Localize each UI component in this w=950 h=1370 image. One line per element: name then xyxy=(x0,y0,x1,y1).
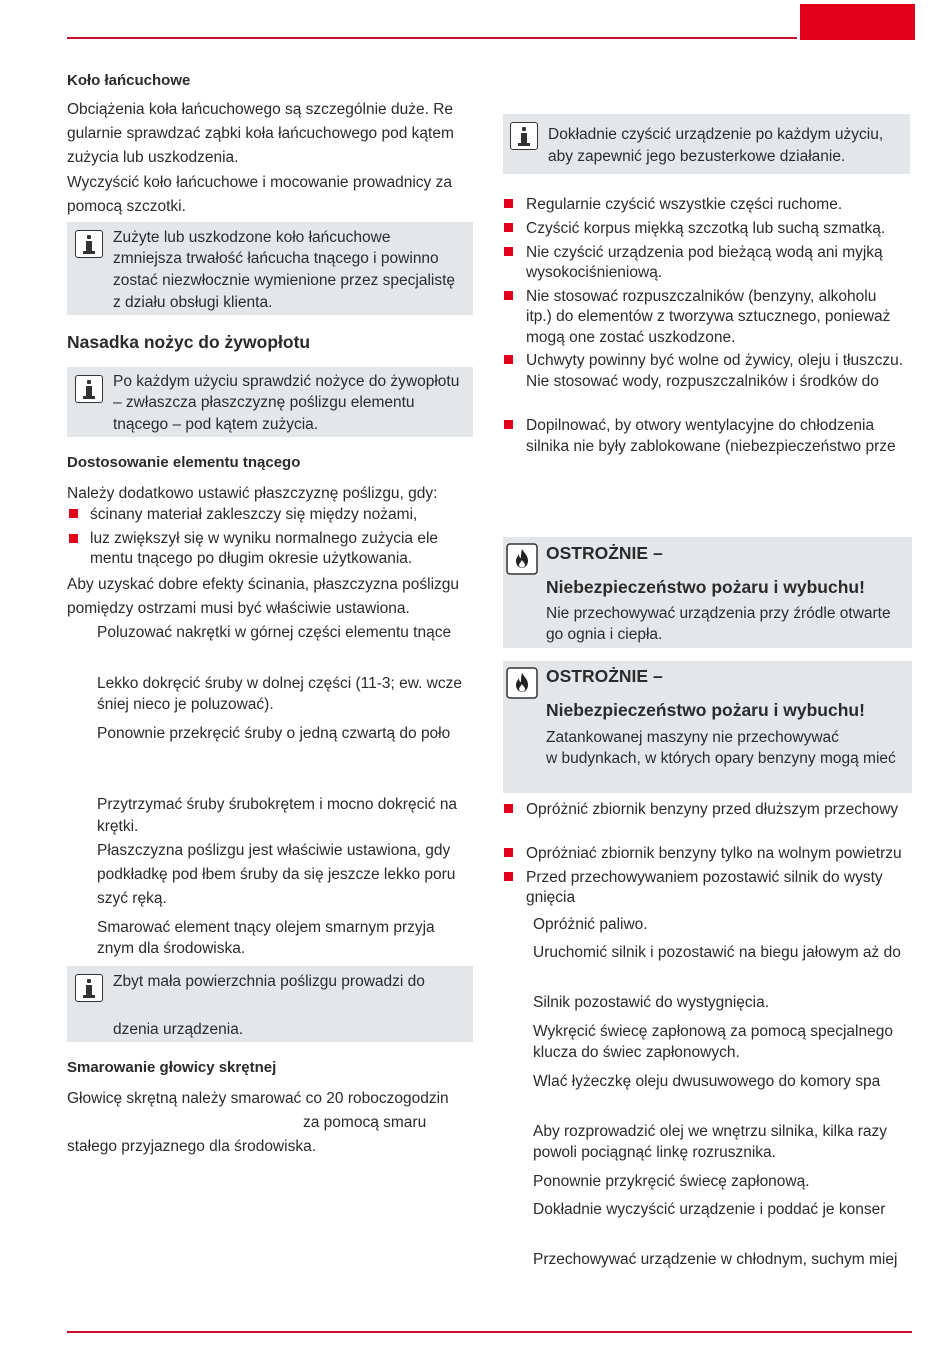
list-item: Opróżniać zbiornik benzyny tylko na wolnym powietrzu xyxy=(526,845,902,862)
list-item: itp.) do elementów z tworzywa sztucznego, ponieważ xyxy=(526,308,891,325)
step-line: Poluzować nakrętki w górnej części elementu tnące xyxy=(97,624,452,641)
list-item: Przed przechowywaniem pozostawić silnik do wysty xyxy=(526,869,883,886)
bullet-marker xyxy=(504,223,513,232)
list-item: silnika nie były zablokowane (niebezpieczeństwo prze xyxy=(526,438,896,455)
step-line: śniej nieco je poluzować). xyxy=(97,696,274,713)
note-line: aby zapewnić jego bezusterkowe działanie. xyxy=(548,148,846,165)
bullet-marker xyxy=(504,872,513,881)
step-line: szyć ręką. xyxy=(97,890,167,907)
list-item: mogą one zostać uszkodzone. xyxy=(526,329,736,346)
paragraph-line: stałego przyjaznego dla środowiska. xyxy=(67,1138,316,1155)
step-line: Ponownie przykręcić świecę zapłonową. xyxy=(533,1173,810,1190)
paragraph-line: Aby uzyskać dobre efekty ścinania, płaszczyzna poślizgu xyxy=(67,576,460,593)
header-rule xyxy=(67,37,797,39)
step-line: podkładkę pod łbem śruby da się jeszcze lekko poru xyxy=(97,866,456,883)
step-line: Smarować element tnący olejem smarnym przyja xyxy=(97,919,435,936)
fire-hazard-icon xyxy=(506,667,538,699)
step-line: Dokładnie wyczyścić urządzenie i poddać je konser xyxy=(533,1201,886,1218)
step-line: Przytrzymać śruby śrubokrętem i mocno dokręcić na xyxy=(97,796,458,813)
step-line: powoli pociągnąć linkę rozrusznika. xyxy=(533,1144,776,1161)
header-tab xyxy=(800,4,915,40)
bullet-marker xyxy=(69,534,78,543)
list-item: Nie czyścić urządzenia pod bieżącą wodą ani myjką xyxy=(526,244,883,261)
note-line: dzenia urządzenia. xyxy=(113,1021,244,1038)
warning-subtitle: Niebezpieczeństwo pożaru i wybuchu! xyxy=(546,700,865,720)
info-icon xyxy=(510,122,538,150)
note-line: tnącego – pod kątem zużycia. xyxy=(113,416,319,433)
bullet-marker xyxy=(504,804,513,813)
note-line: – zwłaszcza płaszczyznę poślizgu elementu xyxy=(113,394,415,411)
step-line: Ponownie przekręcić śruby o jedną czwartą do poło xyxy=(97,725,451,742)
step-line: Wykręcić świecę zapłonową za pomocą specjalnego xyxy=(533,1023,893,1040)
step-line: Wlać łyżeczkę oleju dwusuwowego do komory spa xyxy=(533,1073,881,1090)
bullet-marker xyxy=(504,355,513,364)
note-line: Po każdym użyciu sprawdzić nożyce do żywopłotu xyxy=(113,373,460,390)
paragraph-line: Należy dodatkowo ustawić płaszczyznę poślizgu, gdy: xyxy=(67,485,438,502)
fire-hazard-icon xyxy=(506,543,538,575)
step-line: klucza do świec zapłonowych. xyxy=(533,1044,740,1061)
list-item: Czyścić korpus miękką szczotką lub suchą szmatką. xyxy=(526,220,886,237)
note-line: Zużyte lub uszkodzone koło łańcuchowe xyxy=(113,229,391,246)
paragraph-line: za pomocą smaru xyxy=(303,1114,427,1131)
list-item: mentu tnącego po długim okresie użytkowania. xyxy=(90,550,413,567)
footer-rule xyxy=(67,1331,912,1333)
warning-title: OSTROŻNIE – xyxy=(546,543,663,563)
bullet-marker xyxy=(504,420,513,429)
paragraph-line: Obciążenia koła łańcuchowego są szczególnie duże. Re xyxy=(67,101,454,118)
paragraph-line: gularnie sprawdzać ząbki koła łańcuchowego pod kątem xyxy=(67,125,454,142)
warning-text: go ognia i ciepła. xyxy=(546,626,663,643)
step-line: Lekko dokręcić śruby w dolnej części (11-3; ew. wcze xyxy=(97,675,462,692)
bullet-marker xyxy=(69,509,78,518)
note-line: zostać niezwłocznie wymienione przez specjalistę xyxy=(113,272,456,289)
bullet-marker xyxy=(504,199,513,208)
paragraph-line: Wyczyścić koło łańcuchowe i mocowanie prowadnicy za xyxy=(67,174,452,191)
list-item: Dopilnować, by otwory wentylacyjne do chłodzenia xyxy=(526,417,875,434)
note-line: zmniejsza trwałość łańcucha tnącego i powinno xyxy=(113,250,439,267)
warning-text: Nie przechowywać urządzenia przy źródle otwarte xyxy=(546,605,891,622)
step-line: Przechowywać urządzenie w chłodnym, suchym miej xyxy=(533,1251,898,1268)
step-line: Aby rozprowadzić olej we wnętrzu silnika, kilka razy xyxy=(533,1123,888,1140)
info-icon xyxy=(75,375,103,403)
list-item: wysokociśnieniową. xyxy=(526,264,663,281)
paragraph-line: Głowicę skrętną należy smarować co 20 roboczogodzin xyxy=(67,1090,449,1107)
subsection-heading: Dostosowanie elementu tnącego xyxy=(67,454,301,471)
bullet-marker xyxy=(504,291,513,300)
info-icon xyxy=(75,974,103,1002)
paragraph-line: zużycia lub uszkodzenia. xyxy=(67,149,239,166)
warning-text: w budynkach, w których opary benzyny mogą mieć xyxy=(546,750,896,767)
warning-title: OSTROŻNIE – xyxy=(546,666,663,686)
subsection-heading: Smarowanie głowicy skrętnej xyxy=(67,1059,277,1076)
list-item: Nie stosować rozpuszczalników (benzyny, alkoholu xyxy=(526,288,877,305)
step-line: Opróżnić paliwo. xyxy=(533,916,648,933)
section-heading: Nasadka nożyc do żywopłotu xyxy=(67,332,311,352)
list-item: Regularnie czyścić wszystkie części ruchome. xyxy=(526,196,843,213)
list-item: ścinany materiał zakleszczy się między nożami, xyxy=(90,506,418,523)
note-line: z działu obsługi klienta. xyxy=(113,294,273,311)
warning-subtitle: Niebezpieczeństwo pożaru i wybuchu! xyxy=(546,577,865,597)
bullet-marker xyxy=(504,247,513,256)
step-line: Silnik pozostawić do wystygnięcia. xyxy=(533,994,770,1011)
step-line: Płaszczyzna poślizgu jest właściwie ustawiona, gdy xyxy=(97,842,451,859)
section-heading: Koło łańcuchowe xyxy=(67,72,191,89)
list-item: Nie stosować wody, rozpuszczalników i środków do xyxy=(526,373,879,390)
bullet-marker xyxy=(504,848,513,857)
list-item: Uchwyty powinny być wolne od żywicy, oleju i tłuszczu. xyxy=(526,352,904,369)
warning-text: Zatankowanej maszyny nie przechowywać xyxy=(546,729,839,746)
info-icon xyxy=(75,230,103,258)
paragraph-line: pomocą szczotki. xyxy=(67,198,186,215)
list-item: gnięcia xyxy=(526,889,576,906)
step-line: Uruchomić silnik i pozostawić na biegu jałowym aż do xyxy=(533,944,901,961)
note-line: Zbyt mała powierzchnia poślizgu prowadzi do xyxy=(113,973,425,990)
paragraph-line: pomiędzy ostrzami musi być właściwie ustawiona. xyxy=(67,600,410,617)
note-line: Dokładnie czyścić urządzenie po każdym użyciu, xyxy=(548,126,884,143)
step-line: krętki. xyxy=(97,818,139,835)
list-item: Opróżnić zbiornik benzyny przed dłuższym przechowy xyxy=(526,801,899,818)
step-line: znym dla środowiska. xyxy=(97,940,246,957)
list-item: luz zwiększył się w wyniku normalnego zużycia ele xyxy=(90,530,439,547)
